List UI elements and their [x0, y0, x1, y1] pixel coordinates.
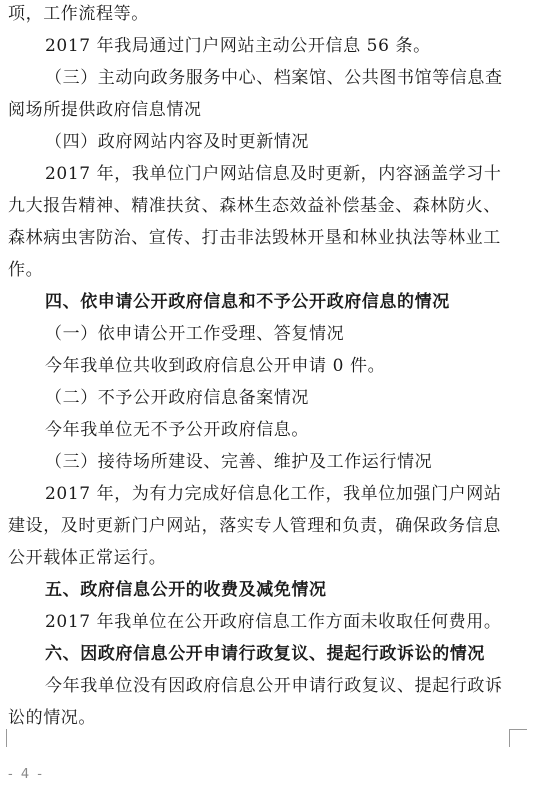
section-subheading: 阅场所提供政府信息情况 [8, 100, 202, 120]
paragraph-line: 2017 年，我单位门户网站信息及时更新，内容涵盖学习十 [45, 164, 502, 184]
section-heading: 五、政府信息公开的收费及减免情况 [45, 580, 327, 600]
page-number: - 4 - [8, 767, 44, 782]
section-heading: 六、因政府信息公开申请行政复议、提起行政诉讼的情况 [45, 644, 485, 664]
paragraph-line: 公开载体正常运行。 [8, 548, 167, 568]
paragraph-line: 2017 年我单位在公开政府信息工作方面未收取任何费用。 [45, 612, 502, 632]
section-subheading: （三）主动向政务服务中心、档案馆、公共图书馆等信息查 [45, 68, 503, 88]
paragraph-line: 讼的情况。 [8, 708, 96, 728]
paragraph-line: 今年我单位无不予公开政府信息。 [45, 420, 309, 440]
paragraph-line: 今年我单位共收到政府信息公开申请 0 件。 [45, 356, 386, 376]
paragraph-line: 作。 [8, 260, 44, 280]
paragraph-line: 森林病虫害防治、宣传、打击非法毁林开垦和林业执法等林业工 [8, 228, 501, 248]
crop-mark-right [509, 729, 527, 747]
section-subheading: （二）不予公开政府信息备案情况 [45, 388, 309, 408]
paragraph-line: 建设，及时更新门户网站，落实专人管理和负责，确保政务信息 [8, 516, 501, 536]
section-subheading: （一）依申请公开工作受理、答复情况 [45, 324, 345, 344]
section-subheading: （三）接待场所建设、完善、维护及工作运行情况 [45, 452, 433, 472]
section-subheading: （四）政府网站内容及时更新情况 [45, 132, 309, 152]
section-heading: 四、依申请公开政府信息和不予公开政府信息的情况 [45, 292, 450, 312]
paragraph-line: 2017 年，为有力完成好信息化工作，我单位加强门户网站 [45, 484, 502, 504]
paragraph-line: 今年我单位没有因政府信息公开申请行政复议、提起行政诉 [45, 676, 503, 696]
paragraph-line: 九大报告精神、精准扶贫、森林生态效益补偿基金、森林防火、 [8, 196, 501, 216]
crop-mark-left [6, 729, 25, 747]
paragraph-line: 2017 年我局通过门户网站主动公开信息 56 条。 [45, 36, 431, 56]
paragraph-line: 项，工作流程等。 [8, 4, 149, 24]
